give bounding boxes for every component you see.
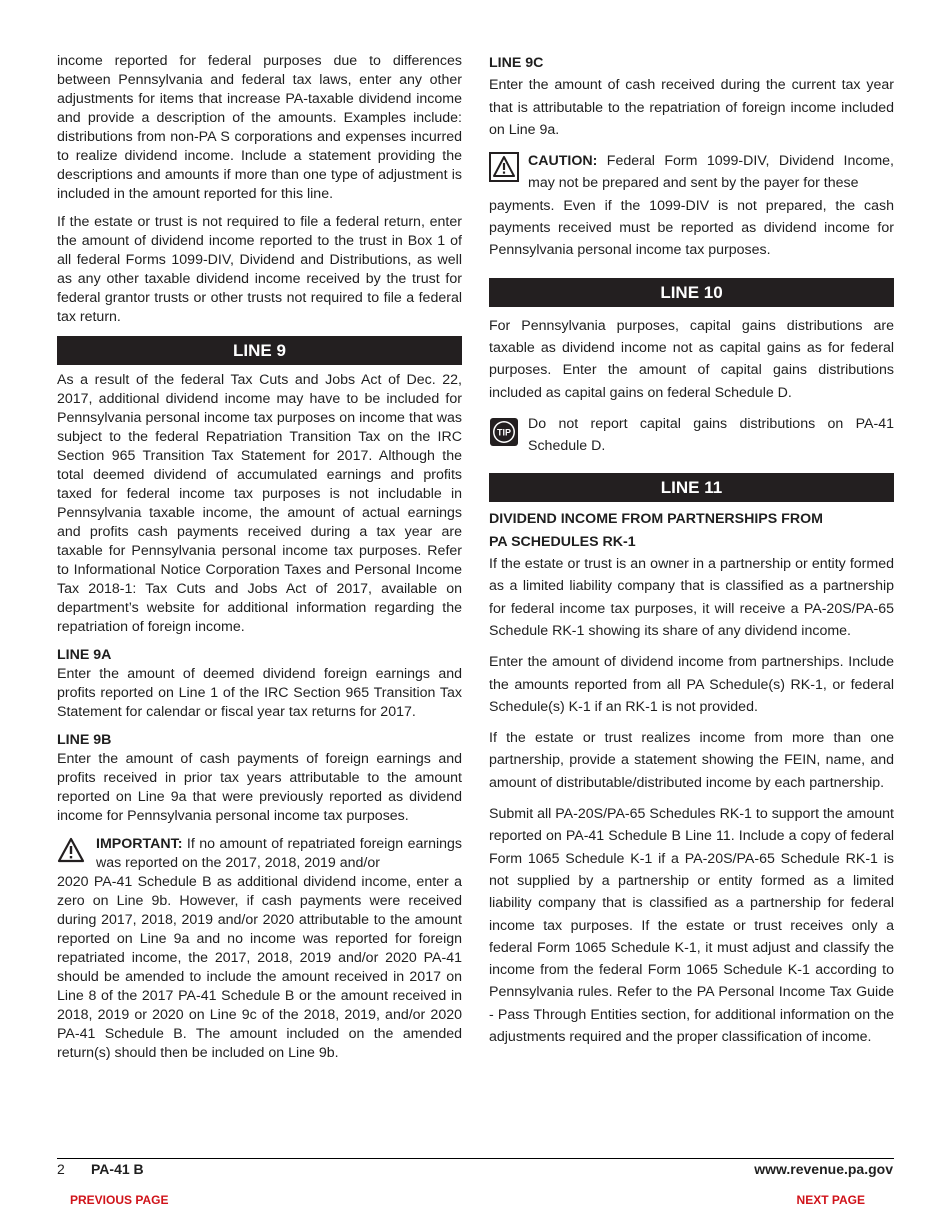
line-9b-text: Enter the amount of cash payments of foreign earnings and profits received in prior tax years attributable to the amount reported on Line 9a that were previously reported as dividend income for Pennsylvania personal income tax purposes. — [57, 751, 462, 824]
line-9-text: As a result of the federal Tax Cuts and Jobs Act of Dec. 22, 2017, additional dividend income may have to be included for Pennsylvania personal income tax purposes on income that was subject to the federal Repatriation Transition Tax on the IRC Section 965 Transition Tax Statement for 2017. Although the total deemed dividend of accumulated earnings and profits taxed for federal income tax purposes is not includable in Pennsylvania taxable income, the amount of actual earnings and profits cash payments received during a tax year are taxable for Pennsylvania personal income tax purposes. Refer to Informational Notice Corporation Taxes and Personal Income Tax 2018-1: Tax Cuts and Jobs Act of 2017, available on department’s website for additional information regarding the repatriation of foreign income. — [57, 372, 462, 635]
line-11-paragraph-2: Enter the amount of dividend income from partnerships. Include the amounts reported from all PA Schedule(s) RK-1, or federal Schedule(s) K-1 if an RK-1 is not provided. — [489, 654, 894, 715]
footer-divider — [57, 1158, 894, 1159]
left-column — [57, 52, 462, 1063]
caution-note-lead — [489, 150, 894, 195]
line-11-subtitle-1: DIVIDEND INCOME FROM PARTNERSHIPS FROM — [489, 511, 823, 528]
caution-text-lead: Federal Form 1099-DIV, Dividend Income, may not be prepared and sent by the payer for these — [528, 153, 894, 192]
line-9c-title: LINE 9C — [489, 55, 544, 71]
line-11-paragraph-1: If the estate or trust is an owner in a partnership or entity formed as a limited liability company that is classified as a partnership for federal income tax purposes, it will receive a PA-20S/PA-65 Schedule RK-1 showing its share of any dividend income. — [489, 556, 894, 639]
line-9-header: LINE 9 — [57, 336, 462, 365]
important-text-lead: If no amount of repatriated foreign earnings was reported on the 2017, 2018, 2019 and/or — [96, 836, 462, 871]
tip-icon-label: TIP — [496, 427, 512, 438]
tip-note — [489, 413, 894, 458]
tip-text: Do not report capital gains distributions on PA-41 Schedule D. — [528, 415, 894, 455]
no-federal-return-paragraph: If the estate or trust is not required to file a federal return, enter the amount of dividend income reported to the trust in Box 1 of all federal Forms 1099-DIV, Dividend and Distributions, as well as any other taxable dividend income received by the trust for federal grantor trusts or other trusts not required to file a federal tax return. — [57, 214, 462, 325]
tip-icon — [489, 417, 519, 452]
line-11-subtitle-2: PA SCHEDULES RK-1 — [489, 533, 636, 550]
caution-text-body: payments. Even if the 1099-DIV is not prepared, the cash payments received must be reported as dividend income for Pennsylvania personal income tax purposes. — [489, 197, 894, 259]
caution-icon — [489, 152, 519, 187]
form-name: PA-41 B — [91, 1161, 144, 1177]
line-11-paragraph-3: If the estate or trust realizes income from more than one partnership, provide a statement showing the FEIN, name, and amount of distributable/distributed income by each partnership. — [489, 730, 894, 791]
line-9c-text: Enter the amount of cash received during the current tax year that is attributable to the repatriation of foreign income included on Line 9a. — [489, 77, 894, 138]
line-11-header: LINE 11 — [489, 473, 894, 502]
right-column — [489, 52, 894, 1048]
next-page-link[interactable]: NEXT PAGE — [796, 1193, 865, 1207]
important-label: IMPORTANT: — [96, 836, 183, 852]
line-9b-title: LINE 9B — [57, 732, 112, 748]
caution-note — [489, 150, 894, 261]
page-number: 2 — [57, 1161, 65, 1177]
dividend-adjustments-paragraph: income reported for federal purposes due to differences between Pennsylvania and federal tax laws, enter any other adjustments for items that increase PA-taxable dividend income and provide a description of the amounts. Examples include: distributions from non-PA S corporations and expenses incurred to realize dividend income. Include a statement providing the descriptions and amounts if more than one type of adjustment is included in the amount reported for this line. — [57, 53, 462, 202]
line-11-paragraph-4: Submit all PA-20S/PA-65 Schedules RK-1 to support the amount reported on PA-41 Schedule B Line 11. Include a copy of federal Form 1065 Schedule K-1 if a PA-20S/PA-65 Schedule RK-1 is not supplied by a partnership or entity formed as a limited liability company that is classified as a partnership for federal income tax purposes. If the estate or trust receives only a federal Form 1065 Schedule K-1, it must adjust and classify the income from the federal Form 1065 Schedule K-1 according to Pennsylvania rules. Refer to the PA Personal Income Tax Guide - Pass Through Entities section, for additional information on the adjustments required and the proper classification of income. — [489, 806, 894, 1045]
website-link[interactable]: www.revenue.pa.gov — [754, 1161, 893, 1177]
important-text-body: 2020 PA-41 Schedule B as additional dividend income, enter a zero on Line 9b. However, if cash payments were received during 2017, 2018, 2019 and/or 2020 attributable to the amount reported on Line 9a and no income was reported for foreign repatriated income, the 2017, 2018, 2019 and/or 2020 PA-41 should be amended to include the amount received in 2017 on Line 8 of the 2017 PA-41 Schedule B or the amount received in 2018, 2019 or 2020 on Line 9c of the 2018, 2019, and/or 2020 PA-41 Schedule B. The amount included on the amended return(s) should then be included on Line 9b. — [57, 874, 462, 1061]
important-note — [57, 835, 462, 1063]
warning-triangle-icon — [57, 837, 85, 868]
line-10-text: For Pennsylvania purposes, capital gains distributions are taxable as dividend income not as capital gains as for federal purposes. Enter the amount of capital gains distributions included as capital gains on federal Schedule D. — [489, 317, 894, 401]
line-10-header: LINE 10 — [489, 278, 894, 307]
line-9a-title: LINE 9A — [57, 647, 112, 663]
caution-label: CAUTION: — [528, 153, 598, 170]
important-note-lead — [57, 835, 462, 873]
line-9a-text: Enter the amount of deemed dividend foreign earnings and profits reported on Line 1 of the IRC Section 965 Transition Tax Statement for calendar or fiscal year tax returns for 2017. — [57, 666, 462, 720]
previous-page-link[interactable]: PREVIOUS PAGE — [70, 1193, 169, 1207]
